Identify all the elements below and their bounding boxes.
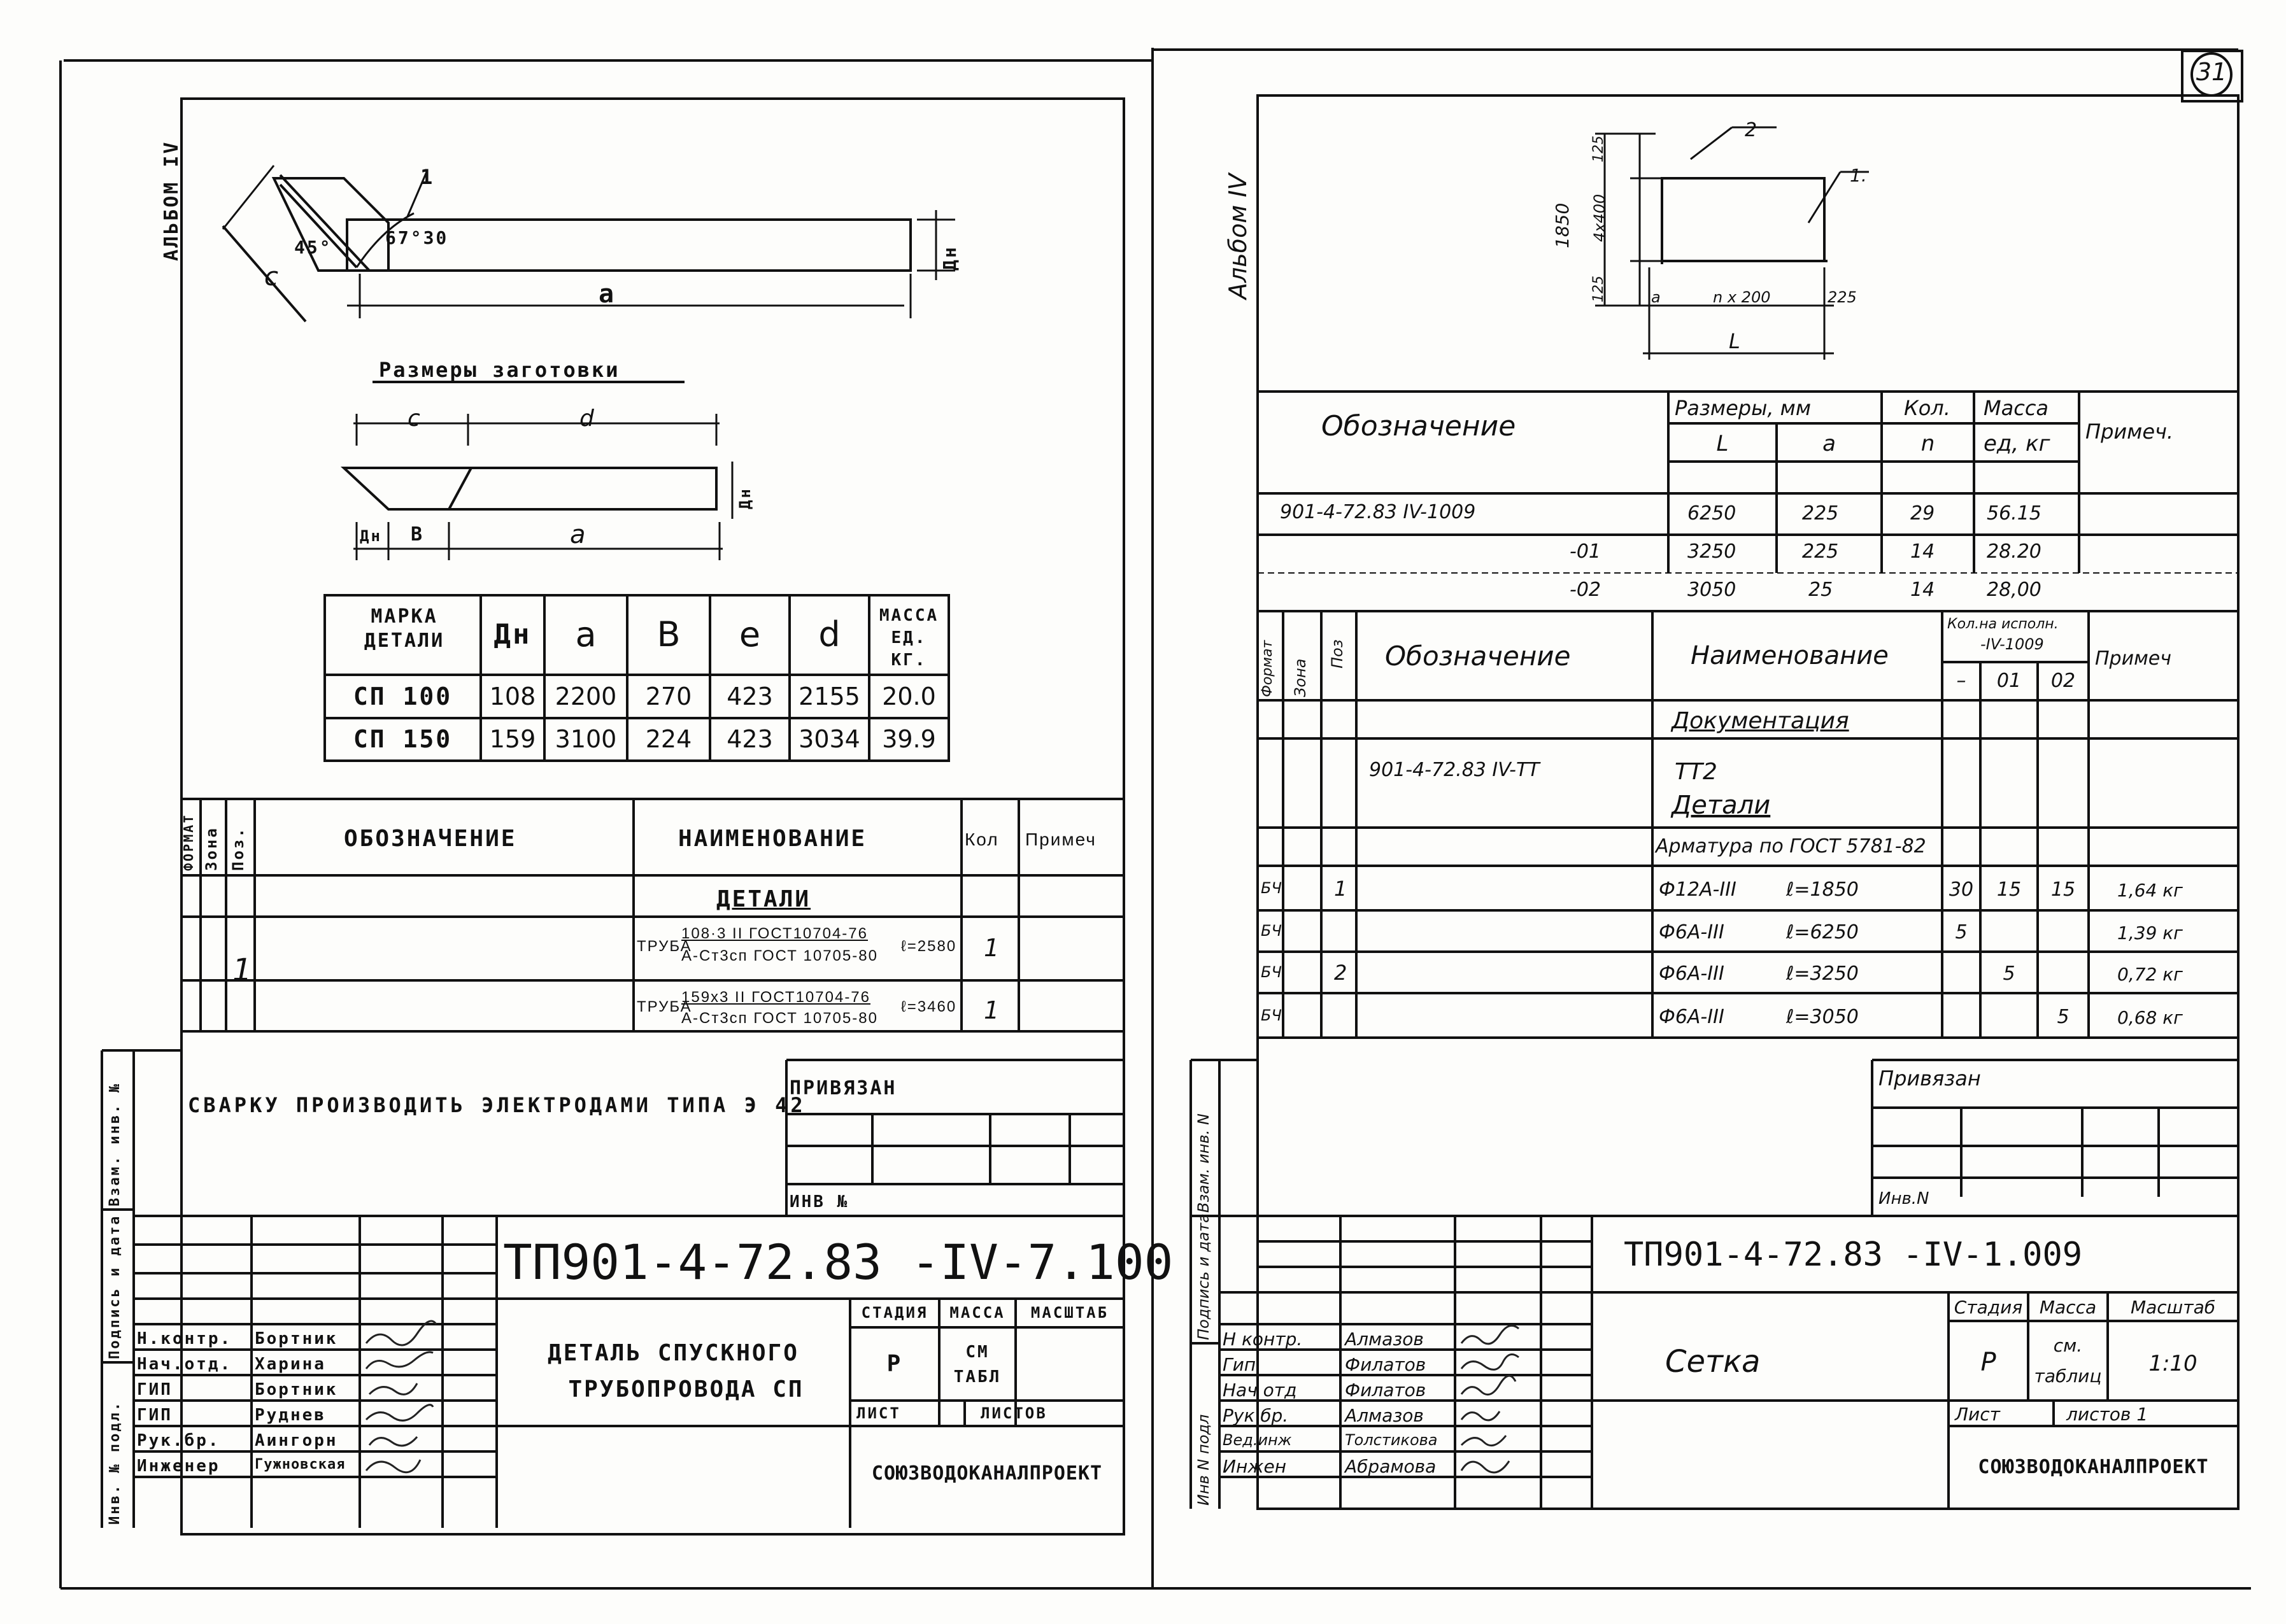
- mass-h-mass-unit: ед, кг: [1984, 431, 2050, 456]
- blank-b: B: [411, 523, 425, 546]
- left-signer-role-5: Инженер: [137, 1457, 220, 1476]
- right-mass-label: Масса: [2039, 1297, 2097, 1318]
- left-sheets-label: ЛИСТОВ: [981, 1404, 1047, 1422]
- rspec-r0-name: Ф12А-III: [1659, 879, 1736, 901]
- mass-r1-designation: -01: [1570, 540, 1601, 563]
- page-number: 31: [2196, 58, 2227, 86]
- mass-r0-L: 6250: [1687, 502, 1736, 525]
- right-title-name: Сетка: [1665, 1344, 1761, 1380]
- rspec-h-name: Наименование: [1691, 641, 1889, 670]
- callout-1: 1: [420, 165, 435, 189]
- blank-a: a: [570, 520, 586, 549]
- rspec-r2-format: БЧ: [1261, 963, 1282, 981]
- right-org: СОЮЗВОДОКАНАЛПРОЕКТ: [1978, 1456, 2209, 1478]
- mass-h-designation: Обозначение: [1321, 410, 1516, 442]
- mass-r2-L: 3050: [1687, 579, 1736, 601]
- mass-r2-mass: 28,00: [1987, 579, 2041, 601]
- rspec-h-designation: Обозначение: [1385, 640, 1571, 672]
- dims-r1-mark: СП 150: [353, 725, 453, 753]
- mass-r0-n: 29: [1910, 502, 1935, 525]
- spec-row1-top: 108·3 II ГОСТ10704-76: [681, 925, 868, 942]
- rspec-r2-name: Ф6А-III: [1659, 963, 1724, 985]
- rspec-h-format: Формат: [1260, 640, 1275, 697]
- right-signer-name-5: Абрамова: [1345, 1456, 1437, 1477]
- rspec-h-pos: Поз: [1328, 639, 1346, 668]
- mass-r0-a: 225: [1802, 502, 1839, 525]
- right-album-label: Альбом IV: [1224, 173, 1252, 299]
- rspec-h-zone: Зона: [1291, 658, 1309, 697]
- mesh-h-total: 1850: [1552, 202, 1573, 248]
- spec-h-designation: ОБОЗНАЧЕНИЕ: [344, 826, 517, 852]
- mass-r0-designation: 901-4-72.83 IV-1009: [1280, 501, 1476, 523]
- rspec-tt-designation: 901-4-72.83 IV-ТТ: [1369, 759, 1540, 781]
- rspec-r1-note: 1,39 кг: [2117, 922, 2183, 943]
- rspec-r2-pos: 2: [1334, 961, 1347, 985]
- right-side-label-0: Взам. инв. N: [1195, 1113, 1212, 1213]
- left-privyazan: ПРИВЯЗАН: [790, 1077, 897, 1099]
- rspec-r0-format: БЧ: [1261, 879, 1282, 897]
- rspec-r2-q01: 5: [2003, 963, 2015, 985]
- dims-r1-b: 224: [645, 725, 692, 753]
- left-title-line2: ТРУБОПРОВОДА СП: [568, 1376, 804, 1402]
- left-side-label-0: Взам. инв. №: [107, 1082, 123, 1206]
- right-signer-name-1: Филатов: [1345, 1354, 1426, 1375]
- left-signer-role-0: Н.контр.: [137, 1329, 232, 1348]
- dims-r1-dn: 159: [489, 725, 536, 753]
- rspec-section-parts: Детали: [1672, 791, 1771, 820]
- dims-r0-mass: 20.0: [882, 682, 936, 710]
- left-signer-role-3: ГИП: [137, 1406, 173, 1425]
- right-sheets-label: листов 1: [2066, 1404, 2148, 1425]
- dims-h-d: d: [818, 614, 841, 654]
- right-scale-value: 1:10: [2148, 1351, 2197, 1376]
- spec-row1-qty: 1: [984, 934, 1000, 962]
- right-signer-name-2: Филатов: [1345, 1380, 1426, 1401]
- spec-row2-top: 159х3 II ГОСТ10704-76: [681, 989, 870, 1006]
- mesh-h-top: 125: [1591, 136, 1607, 162]
- rspec-h-qty: Кол.на исполн.: [1947, 616, 2059, 632]
- dims-h-a: a: [575, 614, 597, 654]
- rspec-r0-len: ℓ=1850: [1786, 879, 1859, 901]
- mass-r1-L: 3250: [1687, 540, 1736, 563]
- rspec-tt-name: ТТ2: [1675, 759, 1717, 785]
- right-side-label-1: Подпись и дата: [1195, 1213, 1212, 1340]
- spec-h-pos: Поз.: [229, 826, 247, 871]
- left-title-line1: ДЕТАЛЬ СПУСКНОГО: [548, 1340, 799, 1366]
- dims-r0-a: 2200: [555, 682, 617, 710]
- dims-r0-b: 270: [645, 682, 692, 710]
- mass-h-L: L: [1716, 431, 1729, 456]
- mass-r2-designation: -02: [1570, 579, 1601, 601]
- spec-h-format: ФОРМАТ: [181, 813, 196, 871]
- rspec-r0-pos: 1: [1334, 877, 1347, 901]
- spec-row1-prefix: ТРУБА: [637, 938, 692, 955]
- left-org: СОЮЗВОДОКАНАЛПРОЕКТ: [871, 1462, 1103, 1485]
- welding-note: СВАРКУ ПРОИЗВОДИТЬ ЭЛЕКТРОДАМИ ТИПА Э 42: [188, 1093, 806, 1117]
- dim-c-label: c: [264, 262, 278, 292]
- mass-r2-n: 14: [1910, 579, 1935, 601]
- spec-h-name: НАИМЕНОВАНИЕ: [678, 826, 867, 852]
- dims-h-b: B: [657, 614, 681, 654]
- rspec-r3-q02: 5: [2057, 1006, 2069, 1028]
- mass-r2-a: 25: [1808, 579, 1833, 601]
- mass-h-mass: Масса: [1984, 396, 2049, 420]
- mesh-225: 225: [1828, 288, 1857, 306]
- left-album-label: АЛЬБОМ IV: [160, 140, 183, 261]
- mass-h-n: n: [1920, 431, 1935, 456]
- rspec-section-docs: Документация: [1672, 708, 1849, 734]
- mass-r1-n: 14: [1910, 540, 1935, 563]
- right-signer-name-0: Алмазов: [1345, 1329, 1424, 1350]
- right-mass-value: см. таблиц: [2034, 1335, 2102, 1387]
- spec-row2-qty: 1: [984, 996, 1000, 1024]
- right-signer-name-4: Толстикова: [1345, 1431, 1438, 1449]
- rspec-r2-len: ℓ=3250: [1786, 963, 1859, 985]
- left-stage-value: Р: [886, 1351, 903, 1377]
- right-inv-no: Инв.N: [1878, 1189, 1929, 1208]
- rspec-r0-q02: 15: [2050, 879, 2076, 901]
- blank-title: Размеры заготовки: [379, 358, 620, 382]
- mesh-h-inner: 4х400: [1591, 194, 1608, 242]
- spec-row2-bottom: А-Ст3сп ГОСТ 10705-80: [681, 1010, 878, 1027]
- dim-a-label: a: [599, 279, 616, 309]
- mass-r1-mass: 28.20: [1987, 540, 2041, 563]
- mass-h-qty: Кол.: [1904, 396, 1950, 420]
- left-mass-label: МАССА: [949, 1304, 1005, 1322]
- rspec-r3-len: ℓ=3050: [1786, 1006, 1859, 1028]
- rspec-h-02: 02: [2050, 670, 2076, 692]
- mesh-n200: n х 200: [1713, 288, 1771, 306]
- rspec-h-note: Примеч: [2095, 647, 2171, 670]
- spec-h-note: Примеч: [1025, 830, 1097, 849]
- mesh-h-bottom: 125: [1591, 276, 1607, 302]
- left-side-label-1: Подпись и дата: [107, 1214, 123, 1359]
- rspec-r1-format: БЧ: [1261, 922, 1282, 940]
- dims-r1-d: 3034: [799, 725, 860, 753]
- dims-r0-mark: СП 100: [353, 682, 453, 710]
- blank-dn-right: Дн: [736, 487, 754, 509]
- right-signer-role-3: Рук бр.: [1223, 1405, 1289, 1426]
- rspec-h-dash: –: [1956, 670, 1966, 692]
- right-stage-value: Р: [1980, 1348, 1996, 1377]
- right-signer-role-0: Н контр.: [1223, 1329, 1303, 1350]
- spec-row1-bottom: А-Ст3сп ГОСТ 10705-80: [681, 947, 878, 964]
- right-signer-role-1: Гип: [1223, 1354, 1256, 1375]
- right-signer-role-5: Инжен: [1223, 1456, 1287, 1477]
- dims-r1-mass: 39.9: [882, 725, 936, 753]
- rspec-armatura: Арматура по ГОСТ 5781-82: [1656, 835, 1926, 858]
- dims-h-dn: Дн: [493, 618, 532, 651]
- left-sheet-label: ЛИСТ: [856, 1404, 901, 1422]
- blank-dn: Дн: [360, 527, 382, 545]
- spec-row1-len: ℓ=2580: [901, 938, 957, 955]
- dims-r1-a: 3100: [555, 725, 617, 753]
- rspec-r1-q: 5: [1955, 921, 1968, 943]
- mass-r0-mass: 56.15: [1987, 502, 2041, 525]
- dims-h-mark: МАРКА ДЕТАЛИ: [364, 605, 445, 652]
- left-signer-role-1: Нач.отд.: [137, 1355, 232, 1374]
- dims-r0-e: 423: [727, 682, 773, 710]
- rspec-r3-format: БЧ: [1261, 1006, 1282, 1024]
- left-mass-value: СМ ТАБЛ: [953, 1343, 1002, 1387]
- dims-r0-dn: 108: [489, 682, 536, 710]
- left-signer-role-4: Рук.бр.: [137, 1431, 220, 1450]
- rspec-r3-name: Ф6А-III: [1659, 1006, 1724, 1028]
- rspec-r1-len: ℓ=6250: [1786, 921, 1859, 943]
- spec-row2-len: ℓ=3460: [901, 998, 957, 1015]
- mass-h-note: Примеч.: [2085, 420, 2174, 444]
- left-signer-name-3: Руднев: [255, 1406, 326, 1425]
- rspec-h-qty-sub: -IV-1009: [1980, 635, 2044, 653]
- dims-r0-d: 2155: [799, 682, 860, 710]
- right-sheet-label: Лист: [1955, 1404, 2000, 1425]
- right-signer-name-3: Алмазов: [1345, 1405, 1424, 1426]
- mass-h-sizes: Размеры, мм: [1675, 396, 1811, 420]
- left-signer-name-4: Аингорн: [255, 1431, 338, 1450]
- right-signer-role-4: Вед.инж: [1223, 1431, 1292, 1449]
- spec-pos-1: 1: [232, 952, 252, 988]
- mesh-L: L: [1729, 329, 1740, 353]
- dims-r1-e: 423: [727, 725, 773, 753]
- left-side-label-2: Инв. № подл.: [107, 1401, 123, 1525]
- blank-d: d: [579, 406, 594, 432]
- right-drawing-code: ТП901-4-72.83 -IV-1.009: [1624, 1236, 2083, 1274]
- rspec-r1-name: Ф6А-III: [1659, 921, 1724, 943]
- angle-45: 45°: [294, 237, 332, 258]
- spec-h-zone: Зона: [202, 826, 220, 871]
- left-scale-label: МАСШТАБ: [1030, 1304, 1109, 1322]
- left-stage-label: СТАДИЯ: [861, 1304, 928, 1322]
- mass-r1-a: 225: [1802, 540, 1839, 563]
- right-privyazan: Привязан: [1878, 1066, 1981, 1091]
- rspec-r0-q: 30: [1949, 879, 1974, 901]
- rspec-r0-note: 1,64 кг: [2117, 880, 2183, 901]
- left-signer-name-0: Бортник: [255, 1329, 338, 1348]
- rspec-h-01: 01: [1996, 670, 2022, 692]
- angle-67: 67°30: [385, 227, 449, 248]
- left-inv-no: ИНВ №: [790, 1192, 849, 1211]
- rspec-r0-q01: 15: [1996, 879, 2022, 901]
- dim-dn-label: Дн: [939, 245, 960, 271]
- mesh-callout-2: 2: [1745, 119, 1757, 141]
- mass-h-a: a: [1822, 431, 1836, 456]
- spec-section-details: ДЕТАЛИ: [716, 886, 811, 912]
- right-side-label-2: Инв N подл: [1195, 1414, 1212, 1506]
- mesh-callout-1: 1.: [1850, 165, 1867, 186]
- blank-c: c: [408, 406, 420, 432]
- mesh-a: a: [1651, 288, 1661, 306]
- left-drawing-code: ТП901-4-72.83 -IV-7.100: [503, 1234, 1174, 1290]
- rspec-r2-note: 0,72 кг: [2117, 964, 2183, 985]
- left-signer-role-2: ГИП: [137, 1380, 173, 1399]
- right-scale-label: Масштаб: [2130, 1297, 2216, 1318]
- spec-h-qty: Кол: [965, 830, 999, 849]
- left-signer-name-1: Харина: [255, 1355, 326, 1374]
- left-signer-name-5: Гужновская: [255, 1457, 346, 1472]
- dims-h-mass: МАССА ЕД. КГ.: [879, 606, 939, 670]
- spec-row2-prefix: ТРУБА: [637, 998, 692, 1015]
- right-stage-label: Стадия: [1954, 1297, 2023, 1318]
- left-signer-name-2: Бортник: [255, 1380, 338, 1399]
- right-signer-role-2: Нач отд: [1223, 1380, 1297, 1401]
- dims-h-e: e: [739, 614, 761, 654]
- rspec-r3-note: 0,68 кг: [2117, 1007, 2183, 1028]
